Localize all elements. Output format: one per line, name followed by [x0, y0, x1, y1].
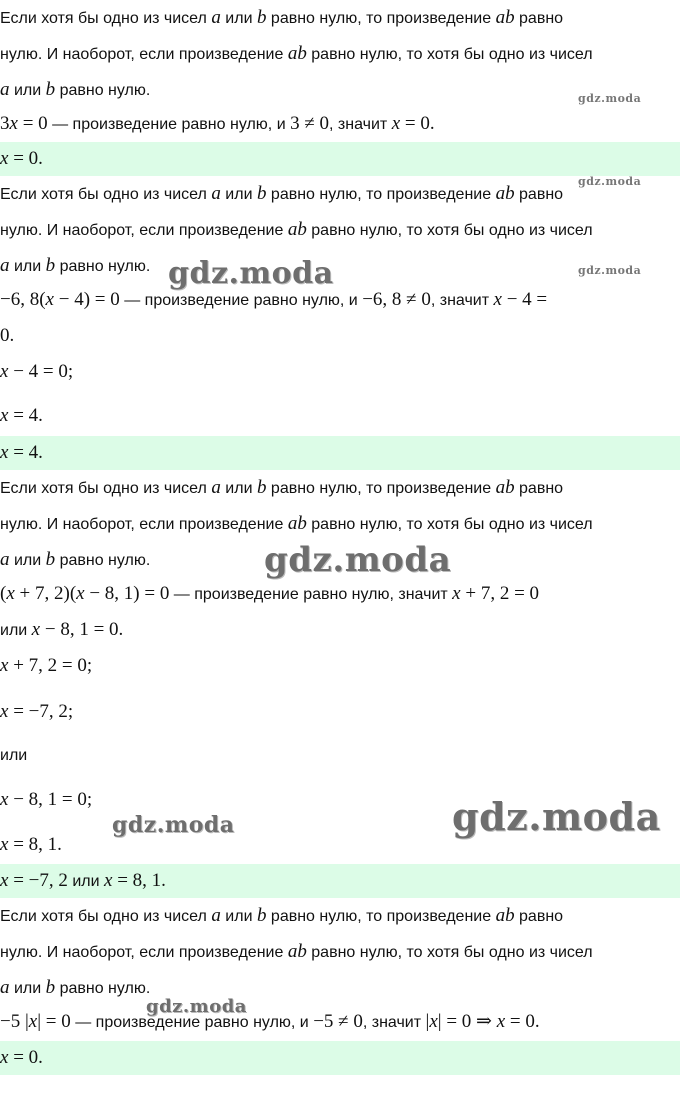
- watermark: gdz.moda: [112, 812, 235, 838]
- solution-step-cont: 0.: [0, 325, 15, 346]
- solution-step: 3x = 0 — произведение равно нулю, и 3 ≠ 0, значит x = 0.: [0, 113, 435, 134]
- rule-line-1: Если хотя бы одно из чисел a или b равно нулю, то произведение ab равно: [0, 477, 564, 498]
- watermark: gdz.moda: [578, 264, 642, 277]
- rule-line-3: a или b равно нулю.: [0, 977, 151, 998]
- rule-line-2: нулю. И наоборот, если произведение ab равно нулю, то хотя бы одно из чисел: [0, 513, 593, 534]
- solution-step: −6, 8(x − 4) = 0 — произведение равно нулю, и −6, 8 ≠ 0, значит x − 4 =: [0, 289, 548, 310]
- rule-line-3: a или b равно нулю.: [0, 549, 151, 570]
- watermark: gdz.moda: [264, 540, 452, 580]
- solution-step: x = 8, 1.: [0, 834, 62, 855]
- watermark: gdz.moda: [168, 256, 334, 291]
- solution-step: −5 |x| = 0 — произведение равно нулю, и −5 ≠ 0, значит |x| = 0 ⇒ x = 0.: [0, 1011, 540, 1032]
- answer-row: x = 4.: [0, 436, 680, 470]
- watermark: gdz.moda: [146, 996, 247, 1017]
- solution-step: x = 4.: [0, 405, 43, 426]
- solution-step: x − 4 = 0;: [0, 361, 74, 382]
- rule-line-1: Если хотя бы одно из чисел a или b равно нулю, то произведение ab равно: [0, 183, 564, 204]
- answer-row: x = 0.: [0, 1041, 680, 1075]
- rule-line-1: Если хотя бы одно из чисел a или b равно нулю, то произведение ab равно: [0, 905, 564, 926]
- answer-row: x = 0.: [0, 142, 680, 176]
- solution-step: (x + 7, 2)(x − 8, 1) = 0 — произведение равно нулю, значит x + 7, 2 = 0: [0, 583, 540, 604]
- solution-step: x − 8, 1 = 0;: [0, 789, 93, 810]
- rule-line-3: a или b равно нулю.: [0, 79, 151, 100]
- rule-line-2: нулю. И наоборот, если произведение ab равно нулю, то хотя бы одно из чисел: [0, 43, 593, 64]
- watermark: gdz.moda: [452, 794, 661, 839]
- rule-line-1: Если хотя бы одно из чисел a или b равно нулю, то произведение ab равно: [0, 7, 564, 28]
- rule-line-2: нулю. И наоборот, если произведение ab равно нулю, то хотя бы одно из чисел: [0, 219, 593, 240]
- rule-line-2: нулю. И наоборот, если произведение ab равно нулю, то хотя бы одно из чисел: [0, 941, 593, 962]
- solution-step: x = −7, 2;: [0, 701, 74, 722]
- watermark: gdz.moda: [578, 92, 642, 105]
- solution-step-cont: или x − 8, 1 = 0.: [0, 619, 124, 640]
- rule-line-3: a или b равно нулю.: [0, 255, 151, 276]
- answer-row: x = −7, 2 или x = 8, 1.: [0, 864, 680, 898]
- solution-step: x + 7, 2 = 0;: [0, 655, 93, 676]
- or-word: или: [0, 747, 28, 764]
- watermark: gdz.moda: [578, 175, 642, 188]
